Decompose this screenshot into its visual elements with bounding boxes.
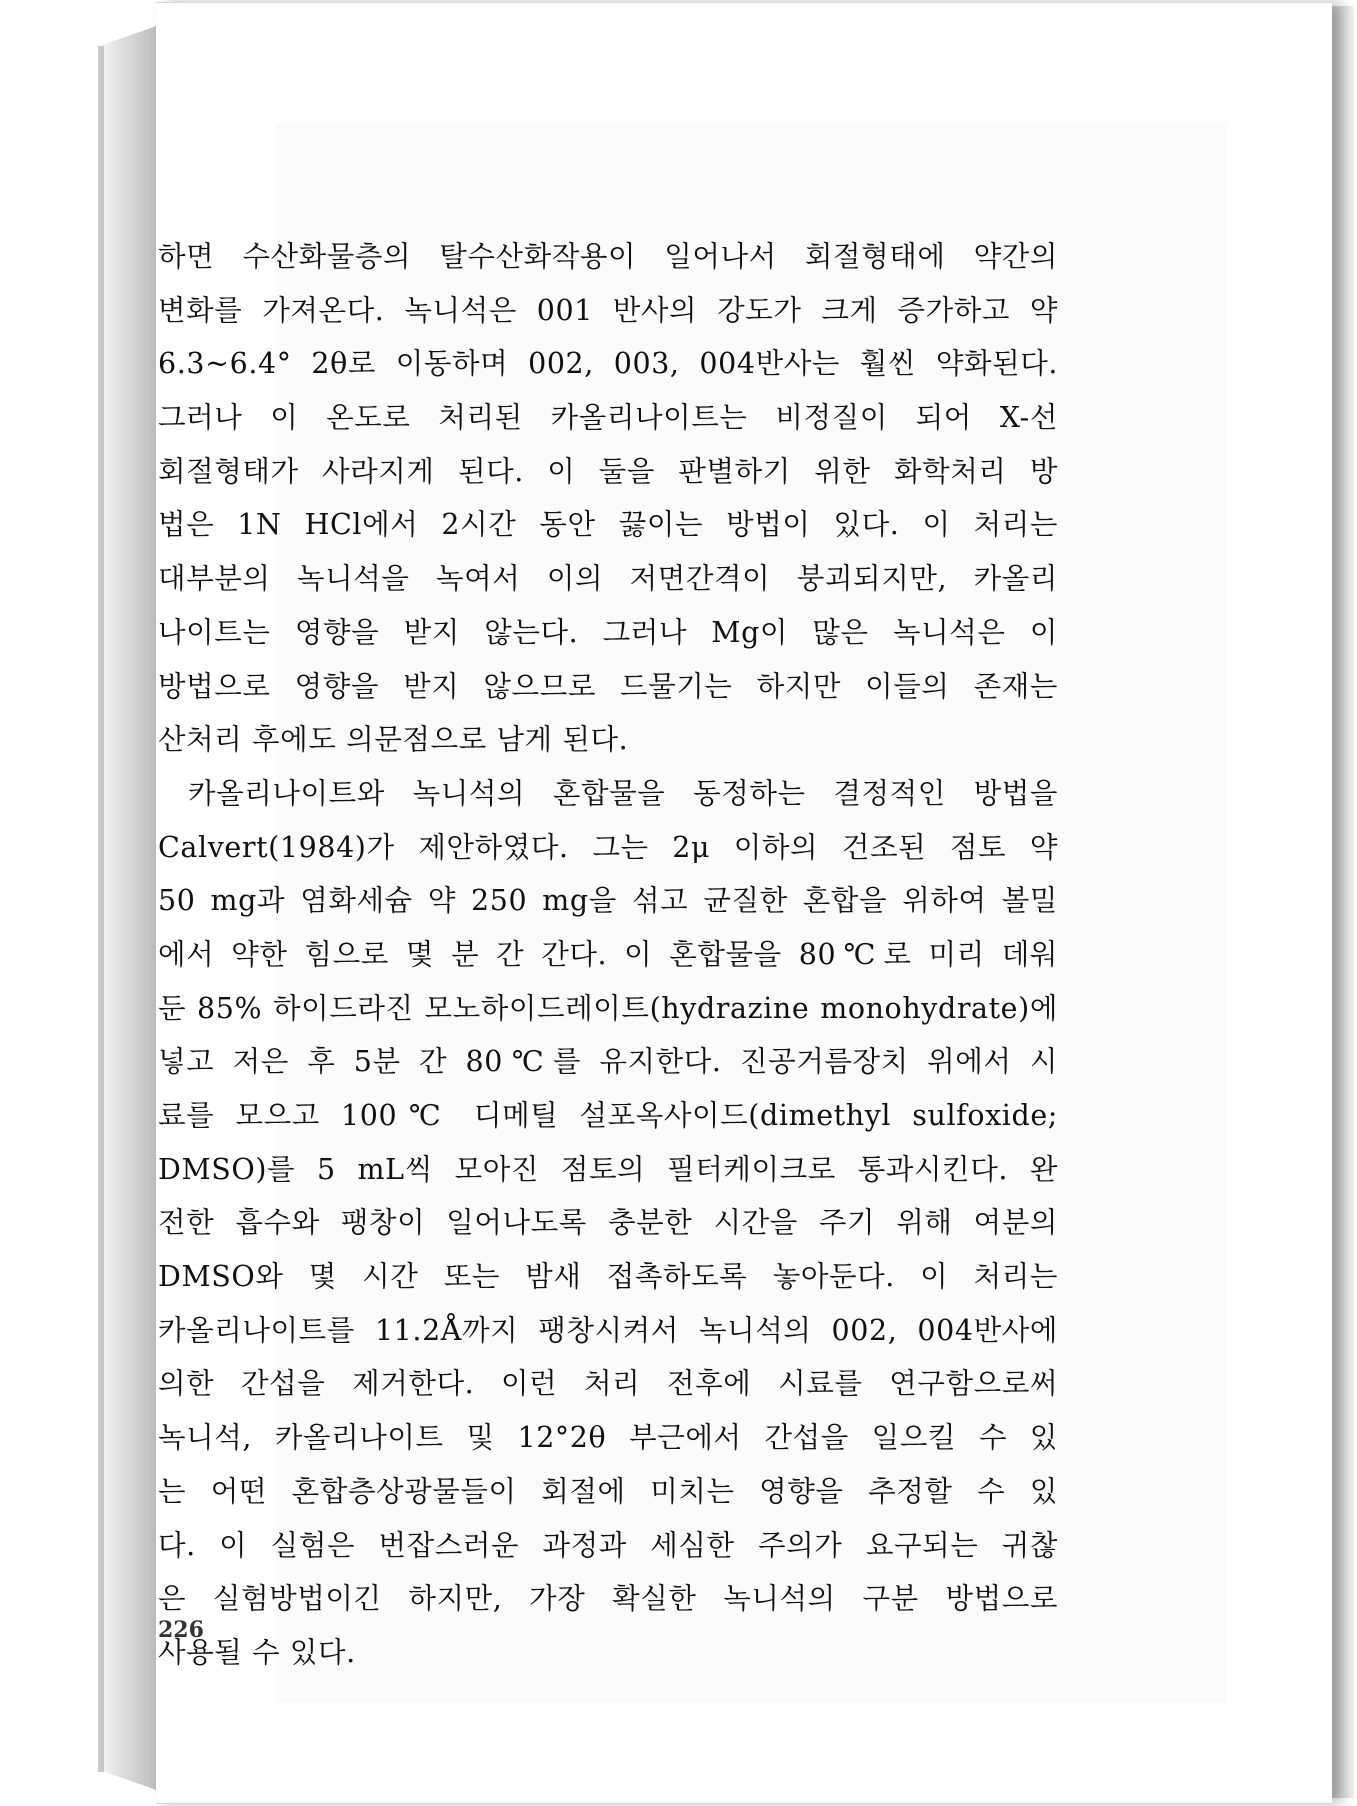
text-line: 의한 간섭을 제거한다. 이런 처리 전후에 시료를 연구함으로써 <box>158 1367 1058 1401</box>
page-number: 226 <box>158 1617 204 1643</box>
spine-shadow <box>98 46 104 1772</box>
text-line: 방법으로 영향을 받지 않으므로 드물기는 하지만 이들의 존재는 <box>158 669 1058 703</box>
text-line: 변화를 가져온다. 녹니석은 001 반사의 강도가 크게 증가하고 약 <box>158 293 1058 327</box>
text-line: 하면 수산화물층의 탈수산화작용이 일어나서 회절형태에 약간의 <box>158 240 1058 273</box>
text-line: 료를 모으고 100℃ 디메틸 설포옥사이드(dimethyl sulfoxide; <box>158 1099 1058 1132</box>
text-line: 6.3~6.4° 2θ로 이동하며 002, 003, 004반사는 훨씬 약화된다. <box>158 347 1058 381</box>
text-line: 전한 흡수와 팽창이 일어나도록 충분한 시간을 주기 위해 여분의 <box>158 1206 1058 1240</box>
text-line: 은 실험방법이긴 하지만, 가장 확실한 녹니석의 구분 방법으로 <box>158 1582 1058 1616</box>
page-body <box>158 230 1058 1680</box>
text-line: DMSO)를 5 mL씩 모아진 점토의 필터케이크로 통과시킨다. 완 <box>158 1152 1058 1186</box>
text-line: 그러나 이 온도로 처리된 카올리나이트는 비정질이 되어 X-선 <box>158 401 1058 435</box>
text-line: 나이트는 영향을 받지 않는다. 그러나 Mg이 많은 녹니석은 이 <box>158 615 1058 649</box>
text-line: 50 mg과 염화세슘 약 250 mg을 섞고 균질한 혼합을 위하여 볼밀 <box>158 884 1058 918</box>
text-line: 다. 이 실험은 번잡스러운 과정과 세심한 주의가 요구되는 귀찮 <box>158 1528 1058 1562</box>
book-spine <box>100 26 156 1790</box>
text-line: DMSO와 몇 시간 또는 밤새 접촉하도록 놓아둔다. 이 처리는 <box>158 1260 1058 1294</box>
text-line: 녹니석, 카올리나이트 및 12°2θ 부근에서 간섭을 일으킬 수 있 <box>158 1421 1058 1455</box>
paragraph-2 <box>158 767 1058 1680</box>
text-line: 대부분의 녹니석을 녹여서 이의 저면간격이 붕괴되지만, 카올리 <box>158 562 1058 596</box>
text-line: 카올리나이트와 녹니석의 혼합물을 동정하는 결정적인 방법을 <box>188 776 1058 810</box>
paragraph-1 <box>158 230 1058 767</box>
text-line: 법은 1N HCl에서 2시간 동안 끓이는 방법이 있다. 이 처리는 <box>158 508 1058 542</box>
text-line: 에서 약한 힘으로 몇 분 간 간다. 이 혼합물을 80℃로 미리 데워 <box>158 937 1058 971</box>
text-line: 산처리 후에도 의문점으로 남게 된다. <box>158 723 629 757</box>
text-line: Calvert(1984)가 제안하였다. 그는 2μ 이하의 건조된 점토 약 <box>158 830 1058 864</box>
page-edge <box>1332 6 1354 1798</box>
text-line: 회절형태가 사라지게 된다. 이 둘을 판별하기 위한 화학처리 방 <box>158 454 1058 488</box>
text-line: 사용될 수 있다. <box>158 1635 356 1669</box>
text-line: 넣고 저은 후 5분 간 80℃를 유지한다. 진공거름장치 위에서 시 <box>158 1045 1058 1079</box>
text-line: 둔 85% 하이드라진 모노하이드레이트(hydrazine monohydrate)에 <box>158 991 1058 1025</box>
text-line: 는 어떤 혼합층상광물들이 회절에 미치는 영향을 추정할 수 있 <box>158 1474 1058 1508</box>
text-line: 카올리나이트를 11.2Å까지 팽창시켜서 녹니석의 002, 004반사에 <box>158 1313 1058 1347</box>
